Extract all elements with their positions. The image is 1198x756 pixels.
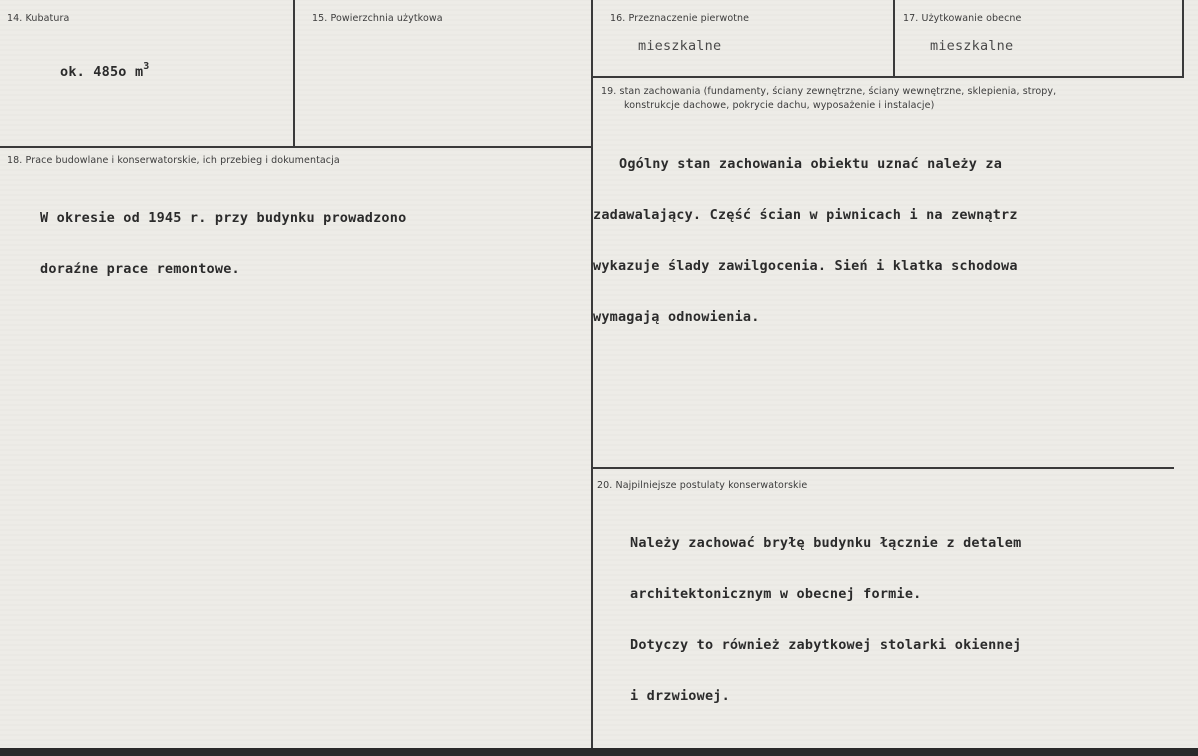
- field-19-line: zadawalający. Część ścian w piwnicach i na zewnątrz: [593, 207, 1018, 223]
- field-18-line: W okresie od 1945 r. przy budynku prowadzono: [40, 210, 407, 226]
- field-20-text: [630, 501, 1021, 739]
- field-20-line: Dotyczy to również zabytkowej stolarki okiennej: [630, 637, 1022, 653]
- field-19-label-line-2: konstrukcje dachowe, pokrycie dachu, wyposażenie i instalacje): [624, 100, 935, 111]
- field-18-text: [40, 176, 406, 312]
- field-19-line: wymagają odnowienia.: [593, 309, 760, 325]
- field-15-label: 15. Powierzchnia użytkowa: [312, 13, 443, 24]
- field-20-line: architektonicznym w obecnej formie.: [630, 586, 922, 602]
- field-14-value-superscript: 3: [143, 61, 150, 72]
- field-17-value: mieszkalne: [930, 38, 1014, 54]
- field-19-text: [593, 122, 1018, 360]
- divider-top-right: [591, 76, 1184, 78]
- field-19-line: wykazuje ślady zawilgocenia. Sień i klatka schodowa: [593, 258, 1018, 274]
- field-19-line: Ogólny stan zachowania obiektu uznać należy za: [619, 156, 1003, 172]
- divider-19-20: [591, 467, 1174, 469]
- divider-left-row: [0, 146, 593, 148]
- card-bottom-edge: [0, 748, 1198, 756]
- field-17-label: 17. Użytkowanie obecne: [903, 13, 1022, 24]
- field-14-value-main: ok. 485o m: [60, 64, 144, 80]
- field-16-value: mieszkalne: [638, 38, 722, 54]
- field-20-line: i drzwiowej.: [630, 688, 730, 704]
- right-border: [1182, 0, 1184, 78]
- field-16-label: 16. Przeznaczenie pierwotne: [610, 13, 750, 24]
- field-18-label: 18. Prace budowlane i konserwatorskie, ich przebieg i dokumentacja: [7, 155, 340, 166]
- field-20-label: 20. Najpilniejsze postulaty konserwatorskie: [597, 480, 808, 491]
- field-18-line: doraźne prace remontowe.: [40, 261, 240, 277]
- field-19-label-line-1: 19. stan zachowania (fundamenty, ściany zewnętrzne, ściany wewnętrzne, sklepienia, stropy,: [601, 86, 1057, 97]
- divider-14-15: [293, 0, 295, 148]
- divider-16-17: [893, 0, 895, 78]
- field-14-value: [60, 58, 150, 81]
- divider-left-right: [591, 0, 593, 748]
- field-14-label: 14. Kubatura: [7, 13, 70, 24]
- field-20-line: Należy zachować bryłę budynku łącznie z detalem: [630, 535, 1022, 551]
